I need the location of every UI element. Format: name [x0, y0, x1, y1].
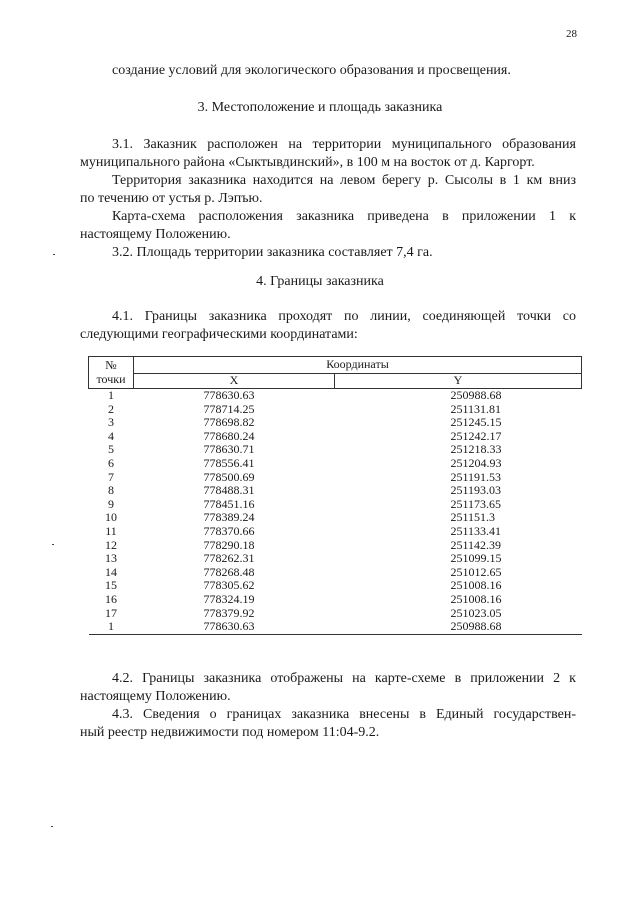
section-3-p2-line1: Территория заказника находится на левом берегу р. Сысолы в 1 км вниз — [112, 173, 576, 188]
cell-x: 778714.25 — [203, 401, 255, 416]
section-4-heading: 4. Границы заказника — [256, 274, 384, 289]
cell-y: 251008.16 — [450, 591, 502, 606]
section-3-p3-line2: настоящему Положению. — [80, 227, 231, 242]
header-coordinates: Координаты — [134, 357, 582, 374]
cell-y: 251173.65 — [450, 496, 502, 511]
cell-y: 251131.81 — [450, 401, 502, 416]
scan-speck — [52, 544, 54, 545]
header-y: Y — [335, 374, 582, 389]
cell-y: 251008.16 — [450, 578, 502, 593]
table-row — [89, 525, 582, 539]
cell-x: 778389.24 — [203, 510, 255, 525]
cell-point-number: 8 — [108, 483, 114, 498]
cell-x: 778379.92 — [203, 605, 255, 620]
table-row — [89, 389, 582, 403]
header-point-number — [89, 357, 134, 389]
cell-y: 250988.68 — [335, 620, 582, 634]
cell-x: 778630.63 — [134, 620, 335, 634]
cell-point-number: 5 — [108, 442, 114, 457]
cell-y: 251099.15 — [450, 551, 502, 566]
cell-point-number: 1 — [89, 620, 134, 634]
cell-y: 251133.41 — [450, 523, 502, 538]
table-row — [89, 484, 582, 498]
cell-point-number: 14 — [105, 564, 117, 579]
table-row — [89, 403, 582, 417]
table-row — [89, 593, 582, 607]
intro-line: создание условий для экологического образования и просвещения. — [112, 63, 511, 78]
cell-point-number: 10 — [105, 510, 117, 525]
cell-y: 251193.03 — [450, 483, 502, 498]
cell-y: 251142.39 — [450, 537, 502, 552]
section-4-p1-line2: следующими географическими координатами: — [80, 327, 358, 342]
coordinates-table — [88, 356, 582, 635]
header-num-word: точки — [96, 371, 126, 386]
cell-x: 778370.66 — [203, 523, 255, 538]
cell-x: 778556.41 — [203, 455, 255, 470]
cell-y: 251218.33 — [450, 442, 502, 457]
cell-y: 251191.53 — [450, 469, 502, 484]
cell-x: 778680.24 — [203, 428, 255, 443]
table-row — [89, 430, 582, 444]
section-3-p1-line2: муниципального района «Сыктывдинский», в 100 м на восток от д. Каргорт. — [80, 155, 535, 170]
table-row — [89, 539, 582, 553]
table-row — [89, 457, 582, 471]
section-3-heading: 3. Местоположение и площадь заказника — [197, 100, 443, 115]
table-row — [89, 552, 582, 566]
cell-x: 778262.31 — [203, 551, 255, 566]
cell-y: 251151.3 — [450, 510, 496, 525]
cell-point-number: 9 — [108, 496, 114, 511]
cell-x: 778488.31 — [203, 483, 255, 498]
cell-point-number: 7 — [108, 469, 114, 484]
cell-point-number: 13 — [105, 551, 117, 566]
scan-speck — [51, 826, 53, 827]
cell-point-number: 2 — [108, 401, 114, 416]
table-row — [89, 443, 582, 457]
cell-point-number: 1 — [108, 388, 114, 402]
section-4-p2-line2: настоящему Положению. — [80, 689, 231, 704]
table-row — [89, 566, 582, 580]
table-row — [89, 498, 582, 512]
table-row — [89, 607, 582, 621]
cell-x: 778500.69 — [203, 469, 255, 484]
table-row — [89, 471, 582, 485]
section-4-p2-line1: 4.2. Границы заказника отображены на карте-схеме в приложении 2 к — [112, 671, 576, 686]
cell-x: 778698.82 — [203, 415, 255, 430]
cell-y: 250988.68 — [450, 388, 502, 402]
table-row — [89, 620, 582, 634]
table-row — [89, 511, 582, 525]
cell-y: 251012.65 — [450, 564, 502, 579]
section-3-p2-line2: по течению от устья р. Лэпъю. — [80, 191, 263, 206]
cell-x: 778324.19 — [203, 591, 255, 606]
cell-x: 778630.71 — [203, 442, 255, 457]
section-3-p1-line1: 3.1. Заказник расположен на территории муниципального образования — [112, 137, 576, 152]
scan-speck — [53, 254, 55, 255]
cell-x: 778305.62 — [203, 578, 255, 593]
cell-y: 251245.15 — [450, 415, 502, 430]
cell-y: 251023.05 — [450, 605, 502, 620]
cell-x: 778630.63 — [203, 388, 255, 402]
section-4-p3-line1: 4.3. Сведения о границах заказника внесены в Единый государствен- — [112, 707, 576, 722]
cell-y: 251242.17 — [450, 428, 502, 443]
header-num-symbol: № — [105, 357, 117, 372]
cell-point-number: 16 — [105, 591, 117, 606]
table-row — [89, 416, 582, 430]
section-3-p3-line1: Карта-схема расположения заказника приведена в приложении 1 к — [112, 209, 576, 224]
cell-x: 778268.48 — [203, 564, 255, 579]
header-x: X — [134, 374, 335, 389]
cell-point-number: 17 — [105, 605, 117, 620]
page-number: 28 — [566, 28, 577, 40]
cell-point-number: 3 — [108, 415, 114, 430]
section-4-p3-line2: ный реестр недвижимости под номером 11:04-9.2. — [80, 725, 380, 740]
cell-point-number: 12 — [105, 537, 117, 552]
cell-point-number: 15 — [105, 578, 117, 593]
cell-x: 778290.18 — [203, 537, 255, 552]
cell-point-number: 6 — [108, 455, 114, 470]
cell-point-number: 4 — [108, 428, 114, 443]
section-4-p1-line1: 4.1. Границы заказника проходят по линии, соединяющей точки со — [112, 309, 576, 324]
section-3-p4: 3.2. Площадь территории заказника составляет 7,4 га. — [112, 245, 433, 260]
table-row — [89, 579, 582, 593]
cell-x: 778451.16 — [203, 496, 255, 511]
cell-y: 251204.93 — [450, 455, 502, 470]
cell-point-number: 11 — [105, 523, 117, 538]
